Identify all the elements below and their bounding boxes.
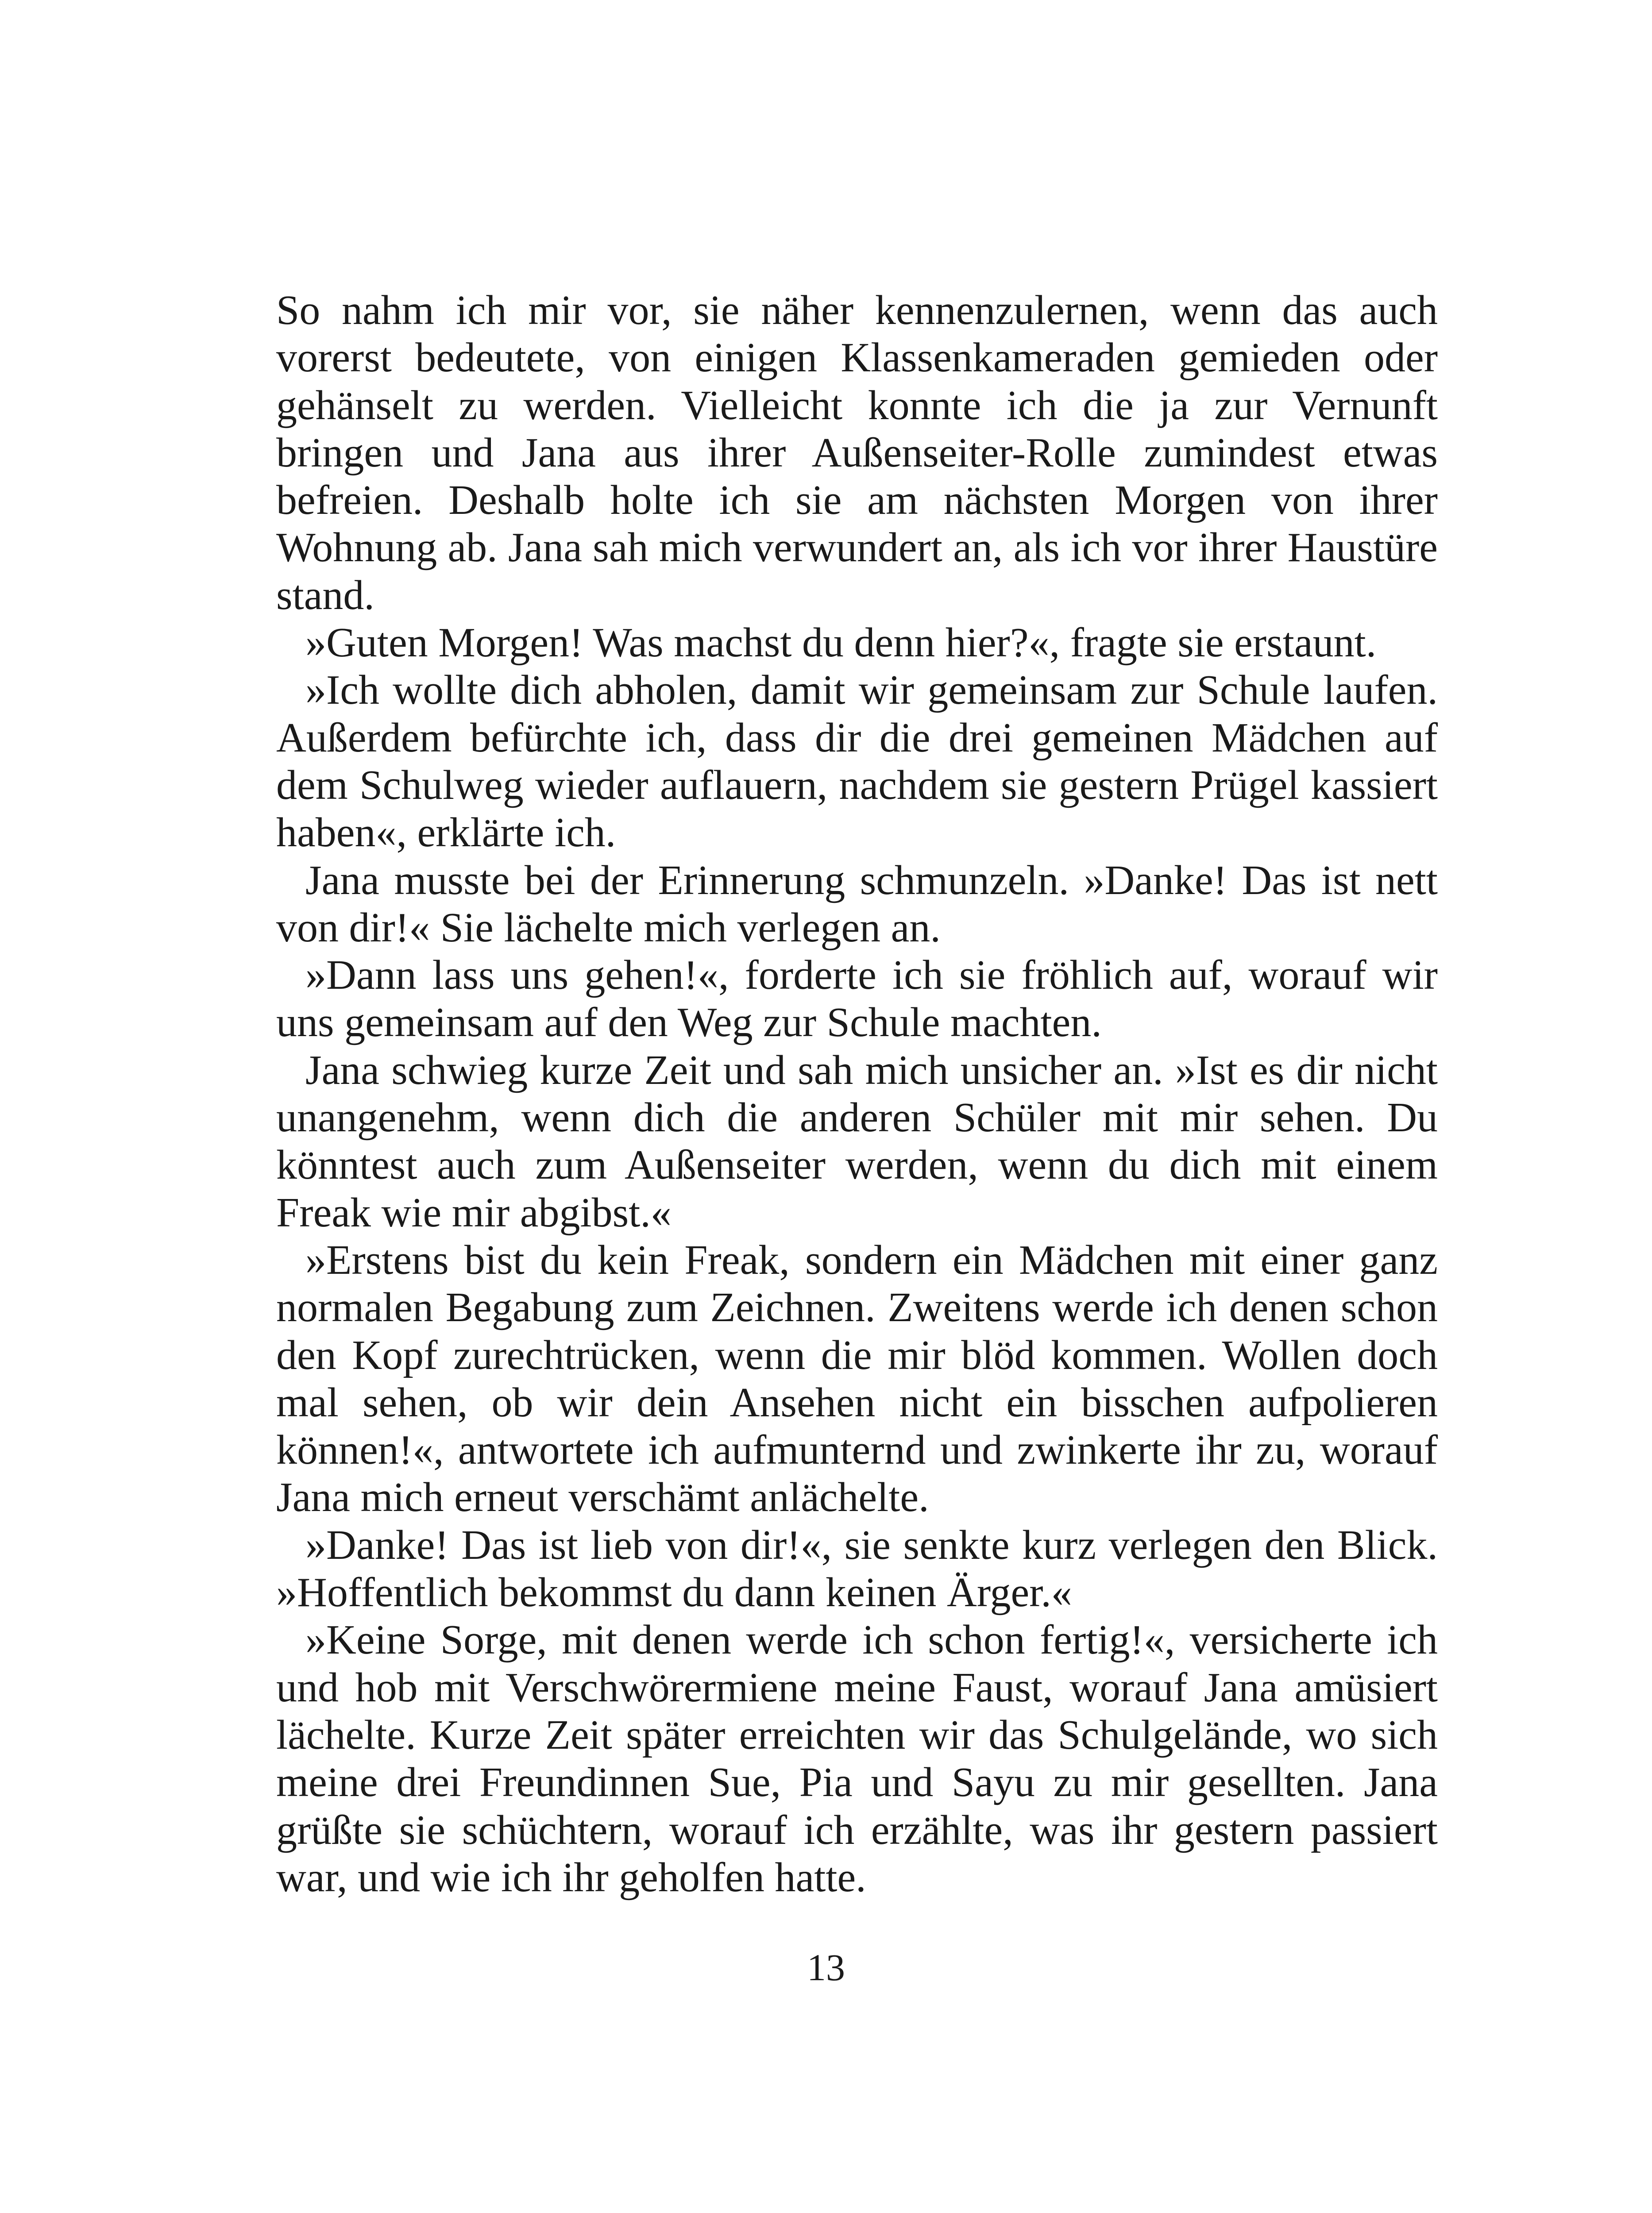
- paragraph-2: »Guten Morgen! Was machst du denn hier?«, fragte sie erstaunt.: [305, 620, 1377, 666]
- paragraph-1: So nahm ich mir vor, sie näher kennenzulernen, wenn das auch vorerst bedeutete, von einigen Klassenkameraden gemieden oder gehänselt zu werden. Vielleicht konnte ich die ja zur Vernunft bringen und Jana aus ihrer Außenseiter-Rolle zumindest etwas befreien. Deshalb holte ich sie am nächsten Morgen von ihrer Wohnung ab. Jana sah mich verwundert an, als ich vor ihrer Haustüre stand.: [276, 287, 1438, 618]
- paragraph-8: »Danke! Das ist lieb von dir!«, sie senkte kurz verlegen den Blick. »Hoffentlich bekommst du dann keinen Ärger.«: [276, 1522, 1438, 1616]
- paragraph-6: Jana schwieg kurze Zeit und sah mich unsicher an. »Ist es dir nicht unangenehm, wenn dich die anderen Schüler mit mir sehen. Du könntest auch zum Außenseiter werden, wenn du dich mit einem Freak wie mir abgibst.«: [276, 1047, 1438, 1236]
- paragraph-7: »Erstens bist du kein Freak, sondern ein Mädchen mit einer ganz normalen Begabung zum Zeichnen. Zweitens werde ich denen schon den Kopf zurechtrücken, wenn die mir blöd kommen. Wollen doch mal sehen, ob wir dein Ansehen nicht ein bisschen aufpolieren können!«, antwortete ich aufmunternd und zwinkerte ihr zu, worauf Jana mich erneut verschämt anlächelte.: [276, 1237, 1438, 1521]
- paragraph-4: Jana musste bei der Erinnerung schmunzeln. »Danke! Das ist nett von dir!« Sie lächelte mich verlegen an.: [276, 857, 1438, 951]
- paragraph-9: »Keine Sorge, mit denen werde ich schon fertig!«, versicherte ich und hob mit Verschwörermiene meine Faust, worauf Jana amüsiert lächelte. Kurze Zeit später erreichten wir das Schulgelände, wo sich meine drei Freundinnen Sue, Pia und Sayu zu mir gesellten. Jana grüßte sie schüchtern, worauf ich erzählte, was ihr gestern passiert war, und wie ich ihr geholfen hatte.: [276, 1617, 1438, 1901]
- page-number: 13: [807, 1946, 845, 1989]
- body-text: [276, 287, 1438, 1901]
- paragraph-3: »Ich wollte dich abholen, damit wir gemeinsam zur Schule laufen. Außerdem befürchte ich, dass dir die drei gemeinen Mädchen auf dem Schulweg wieder auflauern, nachdem sie gestern Prügel kassiert haben«, erklärte ich.: [276, 667, 1438, 856]
- paragraph-5: »Dann lass uns gehen!«, forderte ich sie fröhlich auf, worauf wir uns gemeinsam auf den Weg zur Schule machten.: [276, 952, 1438, 1046]
